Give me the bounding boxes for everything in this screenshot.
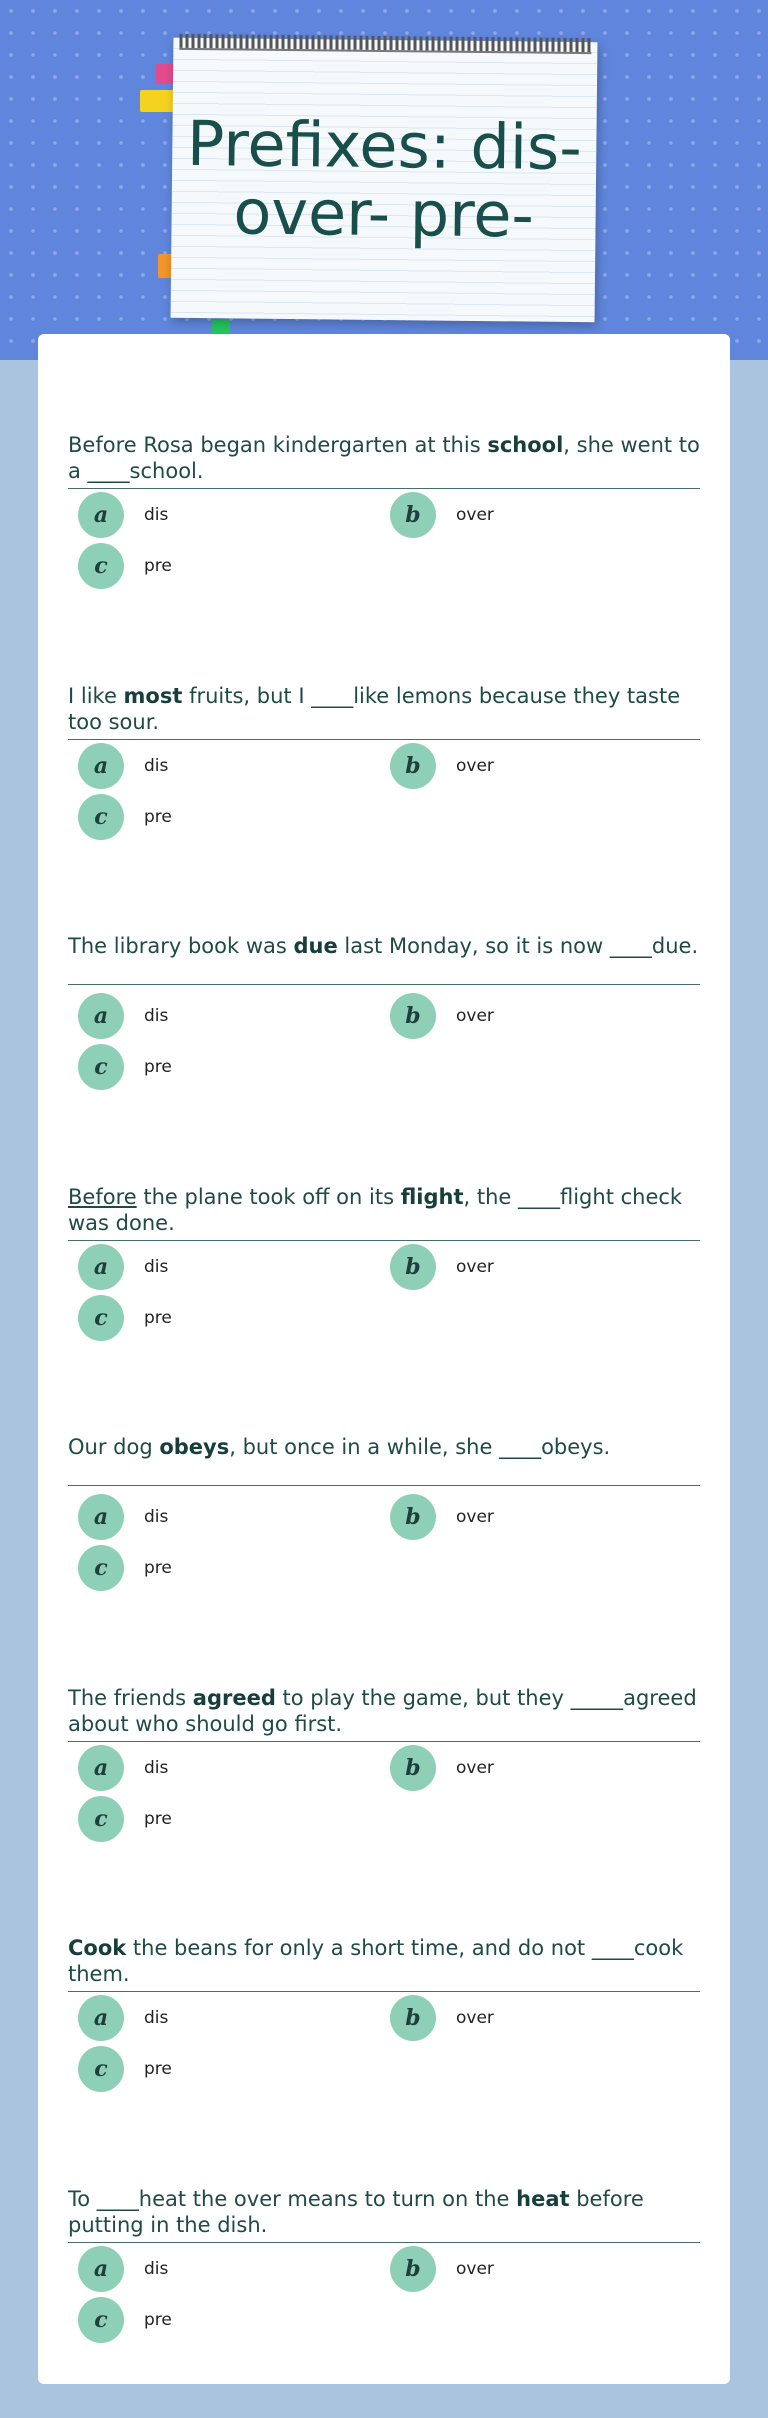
answer-option-a[interactable]: [78, 993, 168, 1039]
option-label: pre: [144, 1808, 172, 1829]
answer-option-a[interactable]: [78, 743, 168, 789]
option-letter-badge[interactable]: c: [78, 794, 124, 840]
answer-option-a[interactable]: [78, 1244, 168, 1290]
prompt-text: to play the game, but they _____agreed about who should go first.: [68, 1685, 697, 1736]
option-letter-badge[interactable]: b: [390, 743, 436, 789]
prompt-text: , but once in a while, she ____obeys.: [229, 1435, 611, 1459]
prompt-text: I like: [68, 683, 124, 708]
option-letter-badge[interactable]: a: [78, 1244, 124, 1290]
answer-option-b[interactable]: [390, 1494, 494, 1540]
question-prompt: [68, 1935, 700, 1992]
option-letter-badge[interactable]: b: [390, 2246, 436, 2292]
option-label: over: [456, 1006, 494, 1026]
worksheet-card: [38, 334, 730, 2384]
option-label: pre: [144, 1057, 172, 1077]
option-letter-badge[interactable]: c: [78, 2297, 124, 2343]
answer-option-b[interactable]: [390, 1244, 494, 1290]
answer-option-b[interactable]: [390, 743, 494, 789]
prompt-keyword: heat: [516, 2186, 570, 2211]
question-block: [68, 1935, 700, 2082]
answer-option-b[interactable]: [390, 993, 494, 1039]
option-letter-badge[interactable]: b: [390, 492, 436, 538]
prompt-keyword: most: [123, 683, 183, 708]
answer-option-a[interactable]: [78, 1494, 168, 1540]
pink-tab: [156, 64, 174, 84]
prompt-text: last Monday, so it is now ____due.: [337, 934, 699, 958]
prompt-text: the beans for only a short time, and do not ____cook them.: [68, 1936, 684, 1986]
question-prompt: [68, 1434, 700, 1486]
option-label: over: [456, 2008, 494, 2028]
option-label: dis: [144, 1507, 169, 1527]
question-prompt: [68, 2186, 700, 2243]
option-label: pre: [144, 2309, 172, 2330]
prompt-keyword: school: [487, 433, 564, 457]
question-block: [68, 933, 700, 1080]
option-label: pre: [144, 806, 172, 827]
question-block: [68, 2186, 700, 2333]
question-block: [68, 683, 700, 830]
option-letter-badge[interactable]: a: [78, 1995, 124, 2041]
option-letter-badge[interactable]: c: [78, 1796, 124, 1842]
answer-option-c[interactable]: [78, 543, 172, 589]
answer-option-b[interactable]: [390, 492, 494, 538]
option-letter-badge[interactable]: b: [390, 1745, 436, 1791]
option-label: pre: [144, 1558, 172, 1578]
page-title: Prefixes: dis- over- pre-: [186, 106, 583, 252]
question-prompt: [68, 432, 700, 489]
question-prompt: [68, 933, 700, 985]
question-prompt: [68, 1184, 700, 1241]
option-letter-badge[interactable]: a: [78, 2246, 124, 2292]
option-letter-badge[interactable]: b: [390, 1494, 436, 1540]
prompt-keyword: obeys: [159, 1435, 230, 1459]
option-letter-badge[interactable]: a: [78, 993, 124, 1039]
question-block: [68, 1434, 700, 1581]
option-label: dis: [144, 2258, 169, 2279]
option-letter-badge[interactable]: c: [78, 543, 124, 589]
option-letter-badge[interactable]: c: [78, 1295, 124, 1341]
prompt-keyword: Cook: [68, 1936, 127, 1960]
option-letter-badge[interactable]: a: [78, 743, 124, 789]
answer-option-a[interactable]: [78, 492, 168, 538]
answer-option-b[interactable]: [390, 1995, 494, 2041]
answer-option-b[interactable]: [390, 2246, 494, 2292]
prompt-text: fruits, but I ____like lemons because they taste too sour.: [68, 683, 681, 734]
answer-option-c[interactable]: [78, 794, 172, 840]
answer-option-b[interactable]: [390, 1745, 494, 1791]
prompt-text: The friends: [68, 1685, 193, 1710]
option-letter-badge[interactable]: b: [390, 1244, 436, 1290]
option-label: over: [456, 2258, 494, 2279]
option-label: dis: [144, 1757, 169, 1778]
option-label: over: [456, 1507, 494, 1527]
option-label: dis: [144, 2008, 169, 2028]
option-letter-badge[interactable]: b: [390, 993, 436, 1039]
option-label: dis: [144, 1006, 169, 1026]
answer-option-a[interactable]: [78, 1745, 168, 1791]
option-label: dis: [144, 505, 169, 525]
prompt-keyword: agreed: [192, 1685, 276, 1710]
question-prompt: [68, 683, 700, 740]
prompt-keyword: flight: [400, 1184, 464, 1209]
prompt-keyword: due: [293, 934, 338, 958]
prompt-text: Before: [68, 1184, 137, 1209]
option-letter-badge[interactable]: a: [78, 492, 124, 538]
answer-option-a[interactable]: [78, 1995, 168, 2041]
option-letter-badge[interactable]: a: [78, 1745, 124, 1791]
option-label: over: [456, 1256, 494, 1277]
option-label: pre: [144, 556, 172, 576]
title-notepad: [171, 38, 598, 322]
option-label: pre: [144, 1307, 172, 1328]
prompt-text: , the ____flight check was done.: [68, 1184, 683, 1235]
option-letter-badge[interactable]: c: [78, 1044, 124, 1090]
answer-option-c[interactable]: [78, 1796, 172, 1842]
question-block: [68, 432, 700, 579]
option-letter-badge[interactable]: c: [78, 2046, 124, 2092]
answer-option-c[interactable]: [78, 2046, 172, 2092]
option-label: over: [456, 755, 494, 776]
prompt-text: , she went to a ____school.: [68, 433, 700, 483]
option-letter-badge[interactable]: a: [78, 1494, 124, 1540]
spiral-binding: [179, 34, 591, 54]
answer-option-c[interactable]: [78, 1295, 172, 1341]
prompt-text: before putting in the dish.: [68, 2186, 644, 2237]
option-label: dis: [144, 755, 169, 776]
prompt-text: The library book was: [68, 934, 294, 958]
option-letter-badge[interactable]: c: [78, 1545, 124, 1591]
question-prompt: [68, 1685, 700, 1742]
question-block: [68, 1184, 700, 1331]
answer-option-c[interactable]: [78, 1545, 172, 1591]
prompt-text: Before Rosa began kindergarten at this: [68, 433, 488, 457]
prompt-text: To ____heat the over means to turn on the: [68, 2186, 517, 2211]
option-label: pre: [144, 2059, 172, 2079]
yellow-tab: [140, 90, 176, 112]
prompt-text: Our dog: [68, 1435, 160, 1459]
option-letter-badge[interactable]: b: [390, 1995, 436, 2041]
question-block: [68, 1685, 700, 1832]
option-label: dis: [144, 1256, 169, 1277]
option-label: over: [456, 505, 494, 525]
answer-option-c[interactable]: [78, 1044, 172, 1090]
answer-option-c[interactable]: [78, 2297, 172, 2343]
prompt-text: the plane took off on its: [136, 1184, 401, 1209]
answer-option-a[interactable]: [78, 2246, 168, 2292]
option-label: over: [456, 1757, 494, 1778]
